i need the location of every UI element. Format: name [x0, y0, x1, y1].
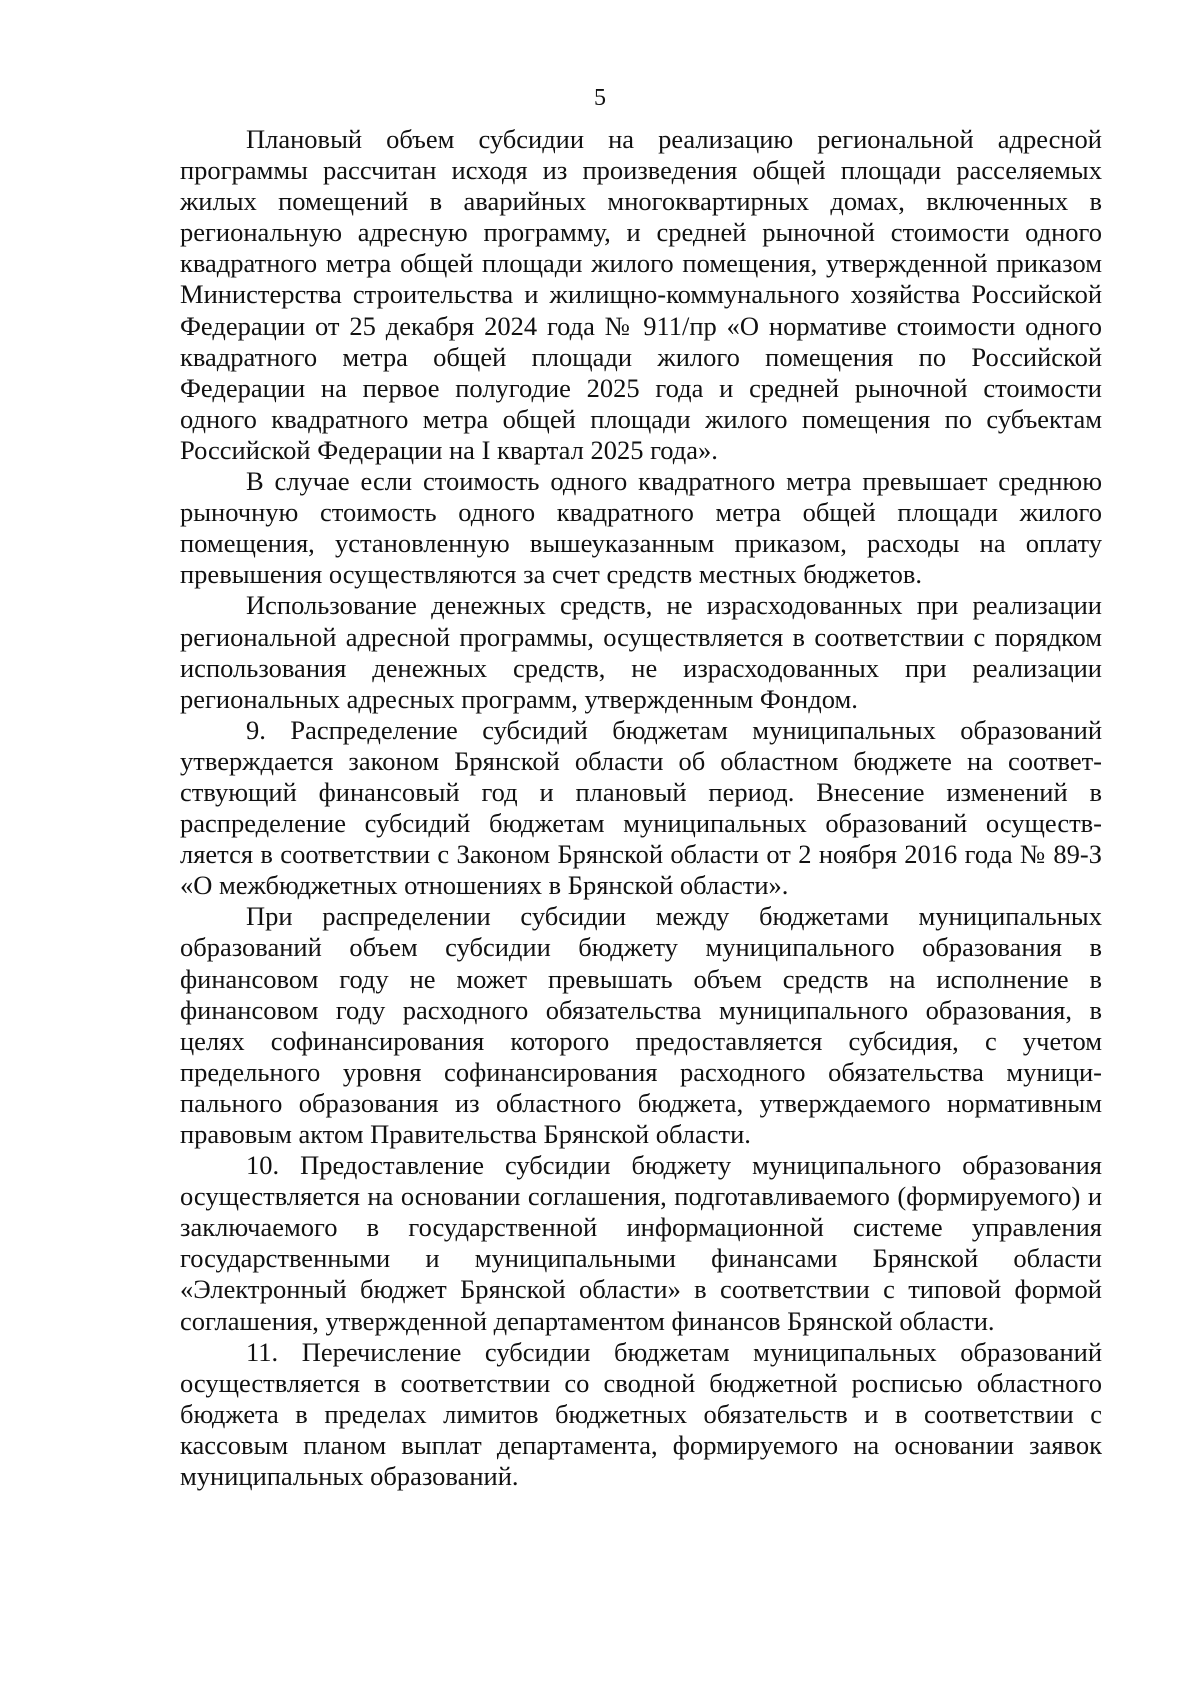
paragraph-item-9: 9. Распределение субсидий бюджетам муниципальных образований утверждается законом Брянской области об областном бюджете на соответствующий финансовый год и плановый период. Внесение изменений в распределение субсидий бюджетам муниципальных образований осуществляется в соответствии с Законом Брянской области от 2 ноября 2016 года № 89-З «О межбюджетных отношениях в Брянской области». [180, 714, 1102, 901]
paragraph-item-10: 10. Предоставление субсидии бюджету муниципального образования осуществляется на основании соглашения, подготавливаемого (формируемого) и заключаемого в государственной информационной системе управления государственными и муниципальными финансами Брянской области «Электронный бюджет Брянской области» в соответствии с типовой формой соглашения, утвержденной департаментом финансов Брянской области. [180, 1150, 1102, 1336]
paragraph-unspent-funds: Использование денежных средств, не израсходованных при реализации региональной адресной программы, осуществляется в соответствии с порядком использования денежных средств, не израсходованных при реализации региональных адресных программ, утвержденным Фондом. [180, 590, 1102, 714]
paragraph-subsidy-volume: Плановый объем субсидии на реализацию региональной адресной программы рассчитан исходя из произведения общей площади расселяемых жилых помещений в аварийных многоквартирных домах, включенных в региональную адресную программу, и средней рыночной стоимости одного квадратного метра общей площади жилого помещения, утвержденной приказом Министерства строительства и жилищно-коммунального хозяйства Российской Федерации от 25 декабря 2024 года № 911/пр «О нормативе стоимости одного квадратного метра общей площади жилого помещения по Российской Федерации на первое полугодие 2025 года и средней рыночной стоимости одного квадратного метра общей площади жилого помещения по субъектам Российской Федерации на I квартал 2025 года». [180, 124, 1102, 465]
paragraph-price-excess: В случае если стоимость одного квадратного метра превышает среднюю рыночную стоимость одного квадратного метра общей площади жилого помещения, установленную вышеуказанным приказом, расходы на оплату превышения осуществляются за счет средств местных бюджетов. [180, 466, 1102, 590]
paragraph-item-11: 11. Перечисление субсидии бюджетам муниципальных образований осуществляется в соответствии со сводной бюджетной росписью областного бюджета в пределах лимитов бюджетных обязательств и в соответствии с кассовым планом выплат департамента, формируемого на основании заявок муниципальных образований. [180, 1336, 1102, 1492]
paragraph-distribution-limit: При распределении субсидии между бюджетами муниципальных образований объем субсидии бюджету муниципального образования в финансовом году не может превышать объем средств на исполнение в финансовом году расходного обязательства муниципального образования, в целях софинансирования которого предоставляется субсидия, с учетом предельного уровня софинансирования расходного обязательства муниципального образования из областного бюджета, утверждаемого нормативным правовым актом Правительства Брянской области. [180, 901, 1102, 1149]
page-number: 5 [594, 85, 606, 111]
document-body [180, 124, 1102, 1492]
